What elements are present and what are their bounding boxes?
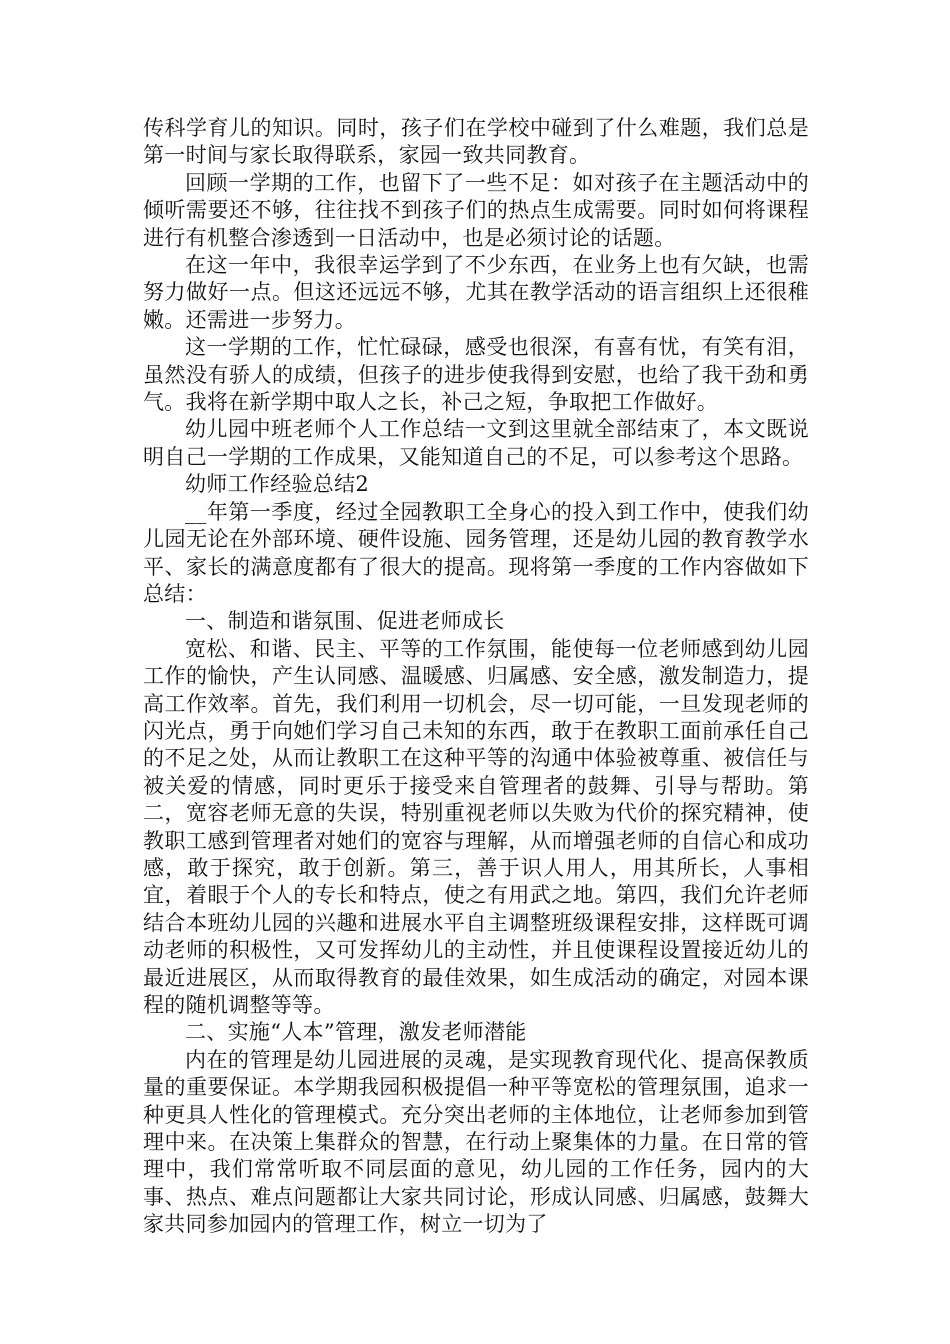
- document-page: [143, 115, 809, 1239]
- paragraph-1: 传科学育儿的知识。同时，孩子们在学校中碰到了什么难题，我们总是第一时间与家长取得联系，家园一致共同教育。: [143, 116, 809, 168]
- section-heading-2: 幼师工作经验总结2: [185, 472, 370, 497]
- paragraph-11: 内在的管理是幼儿园进展的灵魂，是实现教育现代化、提高保教质量的重要保证。本学期我园积极提倡一种平等宽松的管理氛围，追求一种更具人性化的管理模式。充分突出老师的主体地位，让老师参加到管理中来。在决策上集群众的智慧，在行动上聚集体的力量。在日常的管理中，我们常常听取不同层面的意见，幼儿园的工作任务，园内的大事、热点、难点问题都让大家共同讨论，形成认同感、归属感，鼓舞大家共同参加园内的管理工作，树立一切为了: [143, 1047, 809, 1237]
- paragraph-5: 幼儿园中班老师个人工作总结一文到这里就全部结束了，本文既说明自己一学期的工作成果，又能知道自己的不足，可以参考这个思路。: [143, 417, 809, 469]
- paragraph-2: 回顾一学期的工作，也留下了一些不足：如对孩子在主题活动中的倾听需要还不够，往往找不到孩子们的热点生成需要。同时如何将课程进行有机整合渗透到一日活动中，也是必须讨论的话题。: [143, 170, 809, 250]
- paragraph-3: 在这一年中，我很幸运学到了不少东西，在业务上也有欠缺，也需努力做好一点。但这还远远不够，尤其在教学活动的语言组织上还很稚嫩。还需进一步努力。: [143, 253, 809, 332]
- paragraph-7: __年第一季度，经过全园教职工全身心的投入到工作中，使我们幼儿园无论在外部环境、硬件设施、园务管理，还是幼儿园的教育教学水平、家长的满意度都有了很大的提高。现将第一季度的工作内容做如下总结：: [143, 499, 809, 606]
- subheading-2: 二、实施“人本”管理，激发老师潜能: [185, 1020, 527, 1045]
- paragraph-4: 这一学期的工作，忙忙碌碌，感受也很深，有喜有忧，有笑有泪，虽然没有骄人的成绩，但孩子的进步使我得到安慰，也给了我干劲和勇气。我将在新学期中取人之长，补己之短，争取把工作做好。: [143, 335, 809, 415]
- subheading-1: 一、制造和谐氛围、促进老师成长: [185, 609, 505, 634]
- paragraph-9: 宽松、和谐、民主、平等的工作氛围，能使每一位老师感到幼儿园工作的愉快，产生认同感、温暖感、归属感、安全感，激发制造力，提高工作效率。首先，我们利用一切机会，尽一切可能，一旦发现老师的闪光点，勇于向她们学习自己未知的东西，敢于在教职工面前承任自己的不足之处，从而让教职工在这种平等的沟通中体验被尊重、被信任与被关爱的情感，同时更乐于接受来自管理者的鼓舞、引导与帮助。第二，宽容老师无意的失误，特别重视老师以失败为代价的探究精神，使教职工感到管理者对她们的宽容与理解，从而增强老师的自信心和成功感，敢于探究，敢于创新。第三，善于识人用人，用其所长，人事相宜，着眼于个人的专长和特点，使之有用武之地。第四，我们允许老师结合本班幼儿园的兴趣和进展水平自主调整班级课程安排，这样既可调动老师的积极性，又可发挥幼儿的主动性，并且使课程设置接近幼儿的最近进展区，从而取得教育的最佳效果，如生成活动的确定，对园本课程的随机调整等等。: [143, 636, 809, 1017]
